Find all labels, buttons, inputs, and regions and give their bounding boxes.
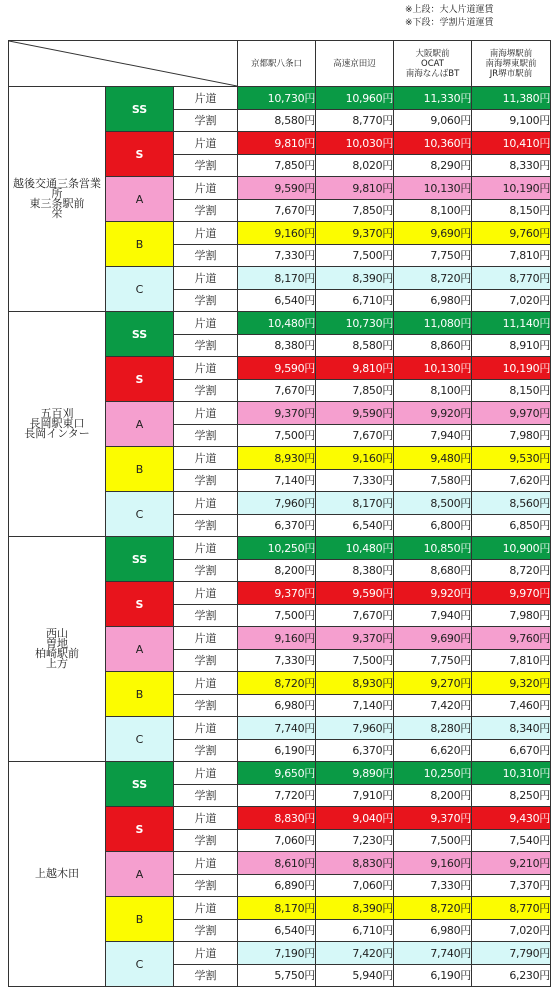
fare-price: 9,970円 (472, 402, 551, 425)
fare-type-label: 片道 (174, 87, 238, 110)
fare-price: 10,480円 (316, 537, 394, 560)
fare-price: 7,330円 (394, 874, 472, 897)
fare-type-label: 片道 (174, 852, 238, 875)
fare-price: 8,610円 (238, 852, 316, 875)
fare-price: 7,750円 (394, 649, 472, 672)
fare-type-label: 片道 (174, 402, 238, 425)
fare-price: 7,230円 (316, 829, 394, 852)
destination-name: 南海堺駅前 (489, 48, 533, 59)
fare-price: 9,210円 (472, 852, 551, 875)
fare-price: 7,060円 (316, 874, 394, 897)
fare-price: 6,800円 (394, 514, 472, 537)
fare-price: 9,270円 (394, 672, 472, 695)
fare-price: 9,760円 (472, 627, 551, 650)
fare-price: 9,100円 (472, 109, 551, 132)
fare-type-label: 片道 (174, 132, 238, 155)
fare-type-label: 学割 (174, 469, 238, 492)
fare-type-label: 片道 (174, 582, 238, 605)
fare-price: 6,540円 (238, 919, 316, 942)
fare-price: 7,790円 (472, 942, 551, 965)
destination-header (472, 41, 551, 87)
fare-grade-s: S (106, 807, 174, 852)
fare-price: 8,560円 (472, 492, 551, 515)
fare-type-label: 片道 (174, 762, 238, 785)
fare-price: 7,500円 (316, 244, 394, 267)
fare-price: 9,320円 (472, 672, 551, 695)
fare-price: 7,460円 (472, 694, 551, 717)
destination-name: 大阪駅前 (415, 48, 450, 59)
fare-price: 8,930円 (316, 672, 394, 695)
fare-price: 6,230円 (472, 964, 551, 987)
fare-price: 7,720円 (238, 784, 316, 807)
fare-price: 11,380円 (472, 87, 551, 110)
fare-price: 8,720円 (238, 672, 316, 695)
origin-stops (9, 762, 106, 987)
fare-grade-b: B (106, 897, 174, 942)
diagonal-line (9, 41, 237, 86)
note-adult: ※上段：大人片道運賃 (405, 5, 494, 15)
fare-notes (367, 4, 547, 30)
fare-type-label: 片道 (174, 267, 238, 290)
fare-price: 8,910円 (472, 334, 551, 357)
fare-grade-a: A (106, 177, 174, 222)
fare-price: 9,690円 (394, 627, 472, 650)
fare-type-label: 学割 (174, 244, 238, 267)
origin-stop-name: 柏崎駅前 (35, 647, 79, 660)
fare-price: 9,970円 (472, 582, 551, 605)
fare-type-label: 学割 (174, 109, 238, 132)
fare-price: 10,190円 (472, 357, 551, 380)
origin-stops (9, 87, 106, 312)
fare-grade-s: S (106, 582, 174, 627)
fare-type-label: 片道 (174, 537, 238, 560)
fare-price: 8,500円 (394, 492, 472, 515)
fare-price: 8,200円 (238, 559, 316, 582)
fare-table (8, 40, 551, 987)
fare-price: 6,710円 (316, 289, 394, 312)
fare-price: 9,920円 (394, 402, 472, 425)
destination-header (316, 41, 394, 87)
fare-price: 7,750円 (394, 244, 472, 267)
fare-price: 8,770円 (472, 267, 551, 290)
fare-price: 9,370円 (316, 222, 394, 245)
fare-grade-a: A (106, 852, 174, 897)
fare-price: 7,960円 (316, 717, 394, 740)
fare-price: 7,740円 (238, 717, 316, 740)
fare-price: 9,480円 (394, 447, 472, 470)
fare-grade-b: B (106, 222, 174, 267)
fare-grade-b: B (106, 447, 174, 492)
fare-price: 10,960円 (316, 87, 394, 110)
fare-type-label: 片道 (174, 177, 238, 200)
fare-grade-c: C (106, 942, 174, 987)
fare-price: 7,500円 (238, 604, 316, 627)
fare-price: 7,580円 (394, 469, 472, 492)
fare-price: 7,810円 (472, 649, 551, 672)
fare-price: 9,040円 (316, 807, 394, 830)
fare-price: 8,720円 (472, 559, 551, 582)
destination-name: OCAT (421, 58, 444, 69)
fare-grade-s: S (106, 132, 174, 177)
fare-price: 8,020円 (316, 154, 394, 177)
fare-price: 10,310円 (472, 762, 551, 785)
fare-price: 8,340円 (472, 717, 551, 740)
fare-price: 9,060円 (394, 109, 472, 132)
fare-grade-c: C (106, 267, 174, 312)
fare-type-label: 学割 (174, 334, 238, 357)
fare-price: 7,810円 (472, 244, 551, 267)
fare-price: 6,620円 (394, 739, 472, 762)
fare-price: 9,370円 (316, 627, 394, 650)
fare-price: 10,190円 (472, 177, 551, 200)
origin-stop-name: 西山 (46, 627, 68, 640)
fare-grade-a: A (106, 402, 174, 447)
destination-name: 高速京田辺 (333, 58, 376, 69)
fare-price: 10,030円 (316, 132, 394, 155)
origin-stop-name: 長岡駅東口 (29, 417, 85, 430)
fare-type-label: 学割 (174, 739, 238, 762)
fare-price: 7,850円 (316, 199, 394, 222)
fare-price: 9,920円 (394, 582, 472, 605)
destination-header (238, 41, 316, 87)
fare-price: 8,770円 (472, 897, 551, 920)
fare-price: 7,850円 (238, 154, 316, 177)
fare-price: 6,670円 (472, 739, 551, 762)
fare-price: 7,670円 (316, 604, 394, 627)
fare-price: 7,850円 (316, 379, 394, 402)
fare-price: 8,860円 (394, 334, 472, 357)
fare-price: 7,980円 (472, 424, 551, 447)
fare-type-label: 片道 (174, 492, 238, 515)
fare-price: 8,290円 (394, 154, 472, 177)
fare-price: 7,500円 (316, 649, 394, 672)
fare-price: 9,590円 (238, 177, 316, 200)
fare-price: 8,100円 (394, 199, 472, 222)
fare-price: 7,370円 (472, 874, 551, 897)
fare-price: 7,020円 (472, 919, 551, 942)
fare-price: 8,580円 (316, 334, 394, 357)
fare-price: 7,060円 (238, 829, 316, 852)
fare-type-label: 学割 (174, 829, 238, 852)
fare-price: 6,190円 (394, 964, 472, 987)
fare-price: 8,390円 (316, 897, 394, 920)
header-row (9, 41, 551, 87)
adult-fare-row (9, 762, 551, 785)
fare-price: 8,200円 (394, 784, 472, 807)
fare-price: 7,330円 (316, 469, 394, 492)
fare-price: 7,960円 (238, 492, 316, 515)
fare-type-label: 学割 (174, 604, 238, 627)
fare-price: 8,930円 (238, 447, 316, 470)
origin-stops (9, 537, 106, 762)
fare-price: 10,250円 (238, 537, 316, 560)
fare-price: 6,540円 (316, 514, 394, 537)
fare-price: 9,530円 (472, 447, 551, 470)
adult-fare-row (9, 312, 551, 335)
fare-type-label: 学割 (174, 379, 238, 402)
fare-price: 10,130円 (394, 357, 472, 380)
fare-price: 5,940円 (316, 964, 394, 987)
fare-price: 9,590円 (316, 582, 394, 605)
fare-price: 7,420円 (394, 694, 472, 717)
fare-price: 6,980円 (238, 694, 316, 717)
fare-price: 9,370円 (394, 807, 472, 830)
corner-cell (9, 41, 238, 87)
fare-price: 7,910円 (316, 784, 394, 807)
fare-price: 9,650円 (238, 762, 316, 785)
fare-price: 5,750円 (238, 964, 316, 987)
fare-price: 9,160円 (316, 447, 394, 470)
destination-name: JR堺市駅前 (489, 68, 533, 79)
fare-grade-ss: SS (106, 762, 174, 807)
fare-price: 8,720円 (394, 897, 472, 920)
fare-price: 6,710円 (316, 919, 394, 942)
fare-price: 9,160円 (238, 222, 316, 245)
fare-type-label: 学割 (174, 559, 238, 582)
fare-price: 8,170円 (238, 897, 316, 920)
fare-type-label: 片道 (174, 807, 238, 830)
fare-price: 8,770円 (316, 109, 394, 132)
fare-price: 6,370円 (238, 514, 316, 537)
fare-type-label: 片道 (174, 942, 238, 965)
origin-stop-name: 栄 (51, 207, 63, 220)
fare-price: 8,170円 (316, 492, 394, 515)
fare-price: 7,540円 (472, 829, 551, 852)
fare-price: 9,810円 (316, 357, 394, 380)
fare-type-label: 学割 (174, 514, 238, 537)
fare-price: 7,670円 (238, 199, 316, 222)
origin-stop-name: 越後交通三条営業所 (13, 177, 101, 200)
fare-price: 10,130円 (394, 177, 472, 200)
fare-price: 8,680円 (394, 559, 472, 582)
fare-price: 7,140円 (238, 469, 316, 492)
fare-price: 6,850円 (472, 514, 551, 537)
fare-type-label: 学割 (174, 964, 238, 987)
fare-price: 7,620円 (472, 469, 551, 492)
fare-price: 7,140円 (316, 694, 394, 717)
fare-price: 8,380円 (238, 334, 316, 357)
fare-type-label: 片道 (174, 897, 238, 920)
fare-price: 9,160円 (238, 627, 316, 650)
fare-grade-ss: SS (106, 312, 174, 357)
fare-price: 8,170円 (238, 267, 316, 290)
fare-price: 8,380円 (316, 559, 394, 582)
fare-type-label: 学割 (174, 874, 238, 897)
fare-grade-ss: SS (106, 537, 174, 582)
fare-price: 11,330円 (394, 87, 472, 110)
fare-grade-b: B (106, 672, 174, 717)
fare-price: 9,370円 (238, 402, 316, 425)
fare-price: 7,740円 (394, 942, 472, 965)
fare-type-label: 片道 (174, 312, 238, 335)
fare-price: 10,250円 (394, 762, 472, 785)
fare-price: 9,760円 (472, 222, 551, 245)
fare-type-label: 学割 (174, 199, 238, 222)
fare-grade-c: C (106, 717, 174, 762)
fare-price: 8,390円 (316, 267, 394, 290)
destination-header (394, 41, 472, 87)
origin-stop-name: 東三条駅前 (29, 197, 85, 210)
fare-price: 9,160円 (394, 852, 472, 875)
fare-price: 6,890円 (238, 874, 316, 897)
origin-stop-name: 上越木田 (35, 867, 79, 880)
fare-price: 7,190円 (238, 942, 316, 965)
fare-type-label: 片道 (174, 672, 238, 695)
origin-stop-name: 五百刈 (40, 407, 74, 420)
fare-price: 7,670円 (316, 424, 394, 447)
fare-grade-ss: SS (106, 87, 174, 132)
fare-price: 7,500円 (238, 424, 316, 447)
fare-price: 9,370円 (238, 582, 316, 605)
fare-price: 7,500円 (394, 829, 472, 852)
fare-type-label: 片道 (174, 222, 238, 245)
fare-price: 9,430円 (472, 807, 551, 830)
destination-name: 南海なんばBT (405, 68, 460, 79)
fare-price: 7,330円 (238, 244, 316, 267)
fare-type-label: 学割 (174, 154, 238, 177)
fare-price: 8,280円 (394, 717, 472, 740)
fare-type-label: 片道 (174, 447, 238, 470)
fare-price: 10,730円 (316, 312, 394, 335)
fare-type-label: 学割 (174, 694, 238, 717)
fare-price: 8,150円 (472, 379, 551, 402)
adult-fare-row (9, 87, 551, 110)
fare-price: 7,980円 (472, 604, 551, 627)
fare-price: 6,190円 (238, 739, 316, 762)
fare-price: 9,690円 (394, 222, 472, 245)
fare-type-label: 学割 (174, 919, 238, 942)
fare-price: 8,580円 (238, 109, 316, 132)
destination-name: 京都駅八条口 (251, 58, 303, 69)
fare-price: 8,330円 (472, 154, 551, 177)
fare-type-label: 学割 (174, 649, 238, 672)
fare-price: 8,720円 (394, 267, 472, 290)
fare-price: 7,670円 (238, 379, 316, 402)
fare-price: 10,850円 (394, 537, 472, 560)
fare-type-label: 学割 (174, 784, 238, 807)
fare-price: 9,590円 (238, 357, 316, 380)
fare-type-label: 学割 (174, 289, 238, 312)
origin-stops (9, 312, 106, 537)
fare-price: 8,150円 (472, 199, 551, 222)
fare-price: 10,480円 (238, 312, 316, 335)
fare-type-label: 片道 (174, 717, 238, 740)
fare-type-label: 片道 (174, 357, 238, 380)
fare-price: 9,810円 (238, 132, 316, 155)
origin-stop-name: 長岡インター (24, 427, 90, 440)
fare-grade-a: A (106, 627, 174, 672)
fare-grade-s: S (106, 357, 174, 402)
fare-price: 9,890円 (316, 762, 394, 785)
fare-type-label: 学割 (174, 424, 238, 447)
fare-price: 10,360円 (394, 132, 472, 155)
fare-price: 8,830円 (316, 852, 394, 875)
fare-price: 8,830円 (238, 807, 316, 830)
fare-price: 7,420円 (316, 942, 394, 965)
fare-price: 11,140円 (472, 312, 551, 335)
note-student: ※下段：学割片道運賃 (405, 18, 494, 28)
fare-type-label: 片道 (174, 627, 238, 650)
fare-price: 11,080円 (394, 312, 472, 335)
fare-price: 7,020円 (472, 289, 551, 312)
fare-price: 8,100円 (394, 379, 472, 402)
fare-price: 9,590円 (316, 402, 394, 425)
fare-price: 8,250円 (472, 784, 551, 807)
fare-price: 6,370円 (316, 739, 394, 762)
destination-name: 南海堺東駅前 (485, 58, 537, 69)
origin-stop-name: 上方 (46, 657, 68, 670)
adult-fare-row (9, 537, 551, 560)
fare-price: 9,810円 (316, 177, 394, 200)
fare-price: 7,940円 (394, 424, 472, 447)
origin-stop-name: 曽地 (46, 637, 68, 650)
fare-price: 6,540円 (238, 289, 316, 312)
fare-price: 10,410円 (472, 132, 551, 155)
fare-price: 6,980円 (394, 289, 472, 312)
fare-grade-c: C (106, 492, 174, 537)
fare-price: 10,730円 (238, 87, 316, 110)
fare-price: 10,900円 (472, 537, 551, 560)
fare-price: 7,330円 (238, 649, 316, 672)
fare-price: 6,980円 (394, 919, 472, 942)
fare-price: 7,940円 (394, 604, 472, 627)
